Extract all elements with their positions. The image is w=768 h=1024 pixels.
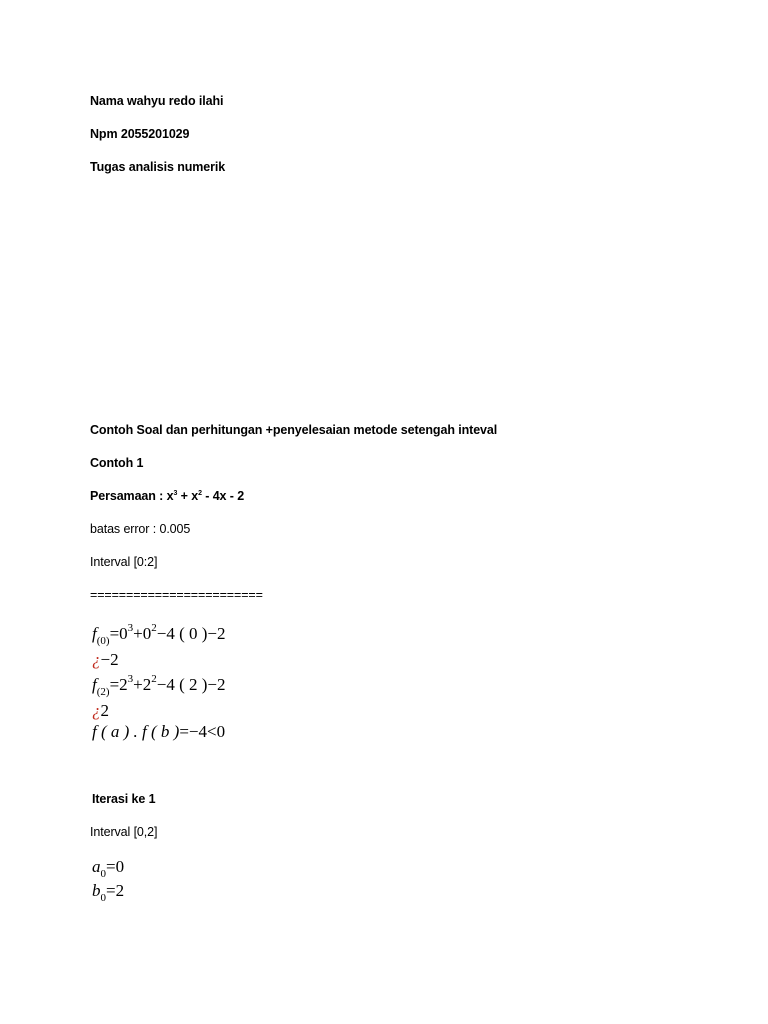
separator-line: ======================== <box>90 588 263 602</box>
interval-label: Interval [0:2] <box>90 555 158 569</box>
math-f0-part-b: +0 <box>133 624 152 643</box>
math-b-subscript: 0 <box>100 892 106 904</box>
equation-exponent-3: 3 <box>173 490 178 497</box>
math-result1-line <box>92 651 119 668</box>
math-f0-function: f <box>92 624 97 643</box>
math-b-variable: b <box>92 881 101 900</box>
math-f2-line <box>92 673 226 698</box>
math-f2-function: f <box>92 675 97 694</box>
math-f2-exp3: 3 <box>127 673 134 685</box>
math-f2-exp2: 2 <box>151 673 157 685</box>
example-label: Contoh 1 <box>90 456 144 470</box>
iteration-title: Iterasi ke 1 <box>92 792 156 806</box>
equation-label: Persamaan : x <box>90 489 174 503</box>
error-bound: batas error : 0.005 <box>90 522 191 536</box>
section-title: Contoh Soal dan perhitungan +penyelesaian metode setengah inteval <box>90 423 498 437</box>
math-f2-part-a: =2 <box>109 675 128 694</box>
math-f2-part-b: +2 <box>133 675 152 694</box>
task-title: Tugas analisis numerik <box>90 160 226 174</box>
math-f0-part-a: =0 <box>109 624 128 643</box>
math-result2-line <box>92 702 109 719</box>
equation-middle: + x <box>177 489 199 503</box>
equation-end: - 4x - 2 <box>201 489 245 503</box>
student-npm: Npm 2055201029 <box>90 127 190 141</box>
math-f0-part-c: −4 ( 0 )−2 <box>156 624 226 643</box>
math-a-value: =0 <box>106 857 125 876</box>
math-product-value: =−4<0 <box>179 722 226 741</box>
math-a-variable: a <box>92 857 101 876</box>
math-f0-subscript: (0) <box>96 635 110 647</box>
math-a-subscript: 0 <box>100 868 106 880</box>
equation-exponent-2: 2 <box>198 490 202 497</box>
math-f0-line <box>92 622 226 647</box>
math-result2-value: 2 <box>100 701 109 720</box>
math-a0-line <box>92 857 125 880</box>
math-product-line <box>92 723 225 740</box>
student-name: Nama wahyu redo ilahi <box>90 94 224 108</box>
math-b-value: =2 <box>106 881 125 900</box>
math-f0-exp2: 2 <box>151 622 157 634</box>
equation-line <box>90 489 244 503</box>
math-result1-value: −2 <box>100 650 119 669</box>
math-product-expression: f ( a ) . f ( b ) <box>92 722 180 741</box>
inverted-question-mark-icon: ¿ <box>92 701 101 720</box>
math-b0-line <box>92 881 125 904</box>
math-f2-subscript: (2) <box>96 686 110 698</box>
math-f0-exp3: 3 <box>127 622 134 634</box>
math-f2-part-c: −4 ( 2 )−2 <box>156 675 226 694</box>
inverted-question-mark-icon: ¿ <box>92 650 101 669</box>
iteration-interval: Interval [0,2] <box>90 825 158 839</box>
